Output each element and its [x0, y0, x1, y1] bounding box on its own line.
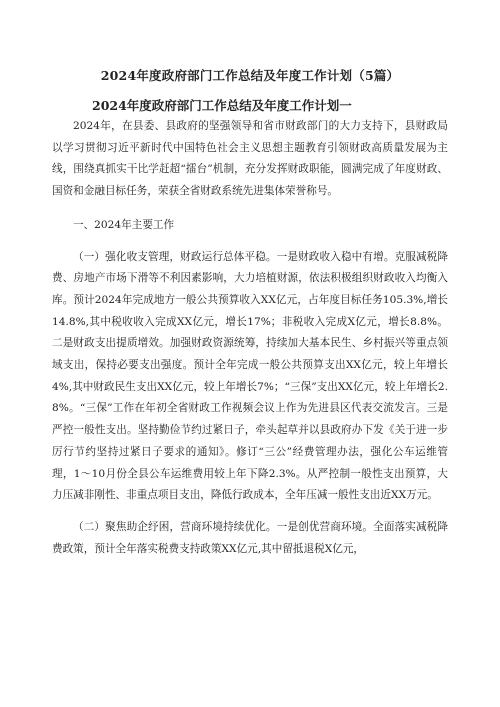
body-paragraph: （一）强化收支管理，财政运行总体平稳。一是财政收入稳中有增。克服减税降费、房地产市场下滑等不利因素影响，大力培植财源，依法积极组织财政收入均衡入库。预计2024年完成地方一般公共预算收入XX亿元，占年度目标任务105.3%,增长14.8%,其中税收收入完成XX亿元，增长17%；非税收入完成X亿元，增长8.8%。二是财政支出提质增效。加强财政资源统筹，持续加大基本民生、乡村振兴等重点领域支出，保持必要支出强度。预计全年完成一般公共预算支出XX亿元，较上年增长4%,其中财政民生支出XX亿元，较上年增长7%；“三保”支出XX亿元，较上年增长2.8%。“三保”工作在年初全省财政工作视频会议上作为先进县区代表交流发言。三是严控一般性支出。坚持勤俭节约过紧日子，牵头起草并以县政府办下发《关于进一步厉行节约坚持过紧日子要求的通知》。修订“三公”经费管理办法，强化公车运维管理，1〜10月份全县公车运维费用较上年下降2.3%。从严控制一般性支出预算，大力压减非刚性、非重点项目支出，降低行政成本，全年压减一般性支出近XX万元。 [52, 250, 448, 502]
section-heading: 一、2024年主要工作 [73, 218, 175, 231]
document-body [52, 116, 448, 560]
body-paragraph: （二）聚焦助企纾困，营商环境持续优化。一是创优营商环境。全面落实减税降费政策，预计全年落实税费支持政策XX亿元,其中留抵退税X亿元， [52, 520, 448, 555]
document-subtitle: 2024年度政府部门工作总结及年度工作计划一 [92, 98, 352, 113]
document-title: 2024年度政府部门工作总结及年度工作计划（5篇） [100, 68, 400, 83]
intro-paragraph: 2024年，在县委、县政府的坚强领导和省市财政部门的大力支持下，县财政局以学习贯彻习近平新时代中国特色社会主义思想主题教育引领财政高质量发展为主线，围绕真抓实干比学赶超“擂台”机制，充分发挥财政职能，圆满完成了年度财政、国资和金融目标任务，荣获全省财政系统先进集体荣誉称号。 [52, 120, 448, 198]
